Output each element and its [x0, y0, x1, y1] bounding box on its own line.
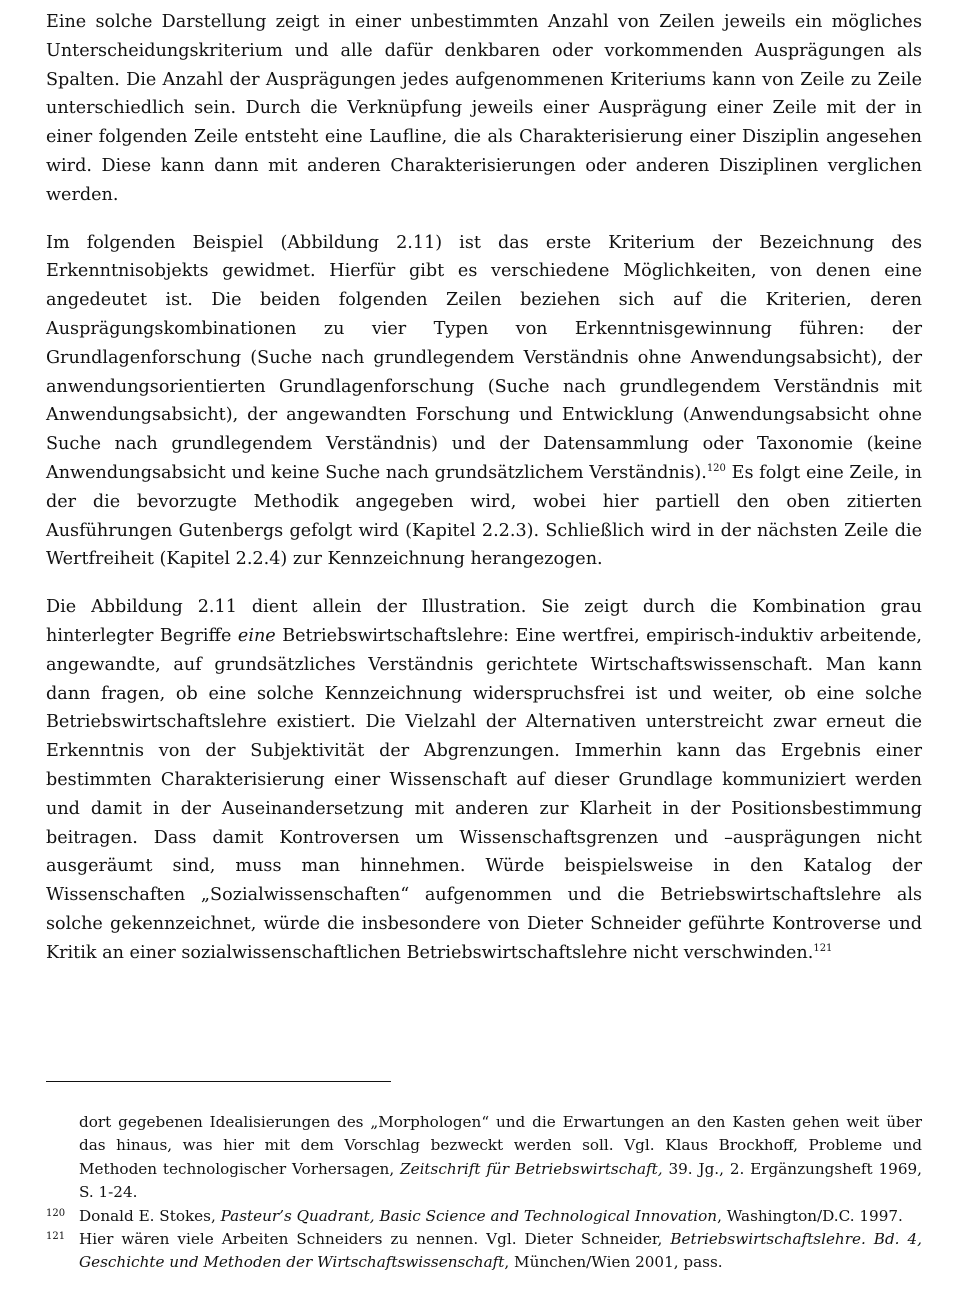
footnote-continuation-text-b: 39. Jg., 2. Ergänzungsheft 1969, S. 1-24. — [79, 1159, 922, 1202]
footnote-120-text-b: , Washington/D.C. 1997. — [717, 1206, 903, 1225]
paragraph-2 — [46, 229, 922, 575]
footnote-continuation-journal: Zeitschrift für Betriebswirtschaft, — [400, 1159, 663, 1178]
footnote-120 — [46, 1205, 922, 1228]
footnote-continuation — [46, 1111, 922, 1205]
footnote-ref-120[interactable]: 120 — [706, 463, 726, 475]
footnotes — [46, 1111, 922, 1275]
footnote-120-title: Pasteur’s Quadrant, Basic Science and Technological Innovation — [220, 1206, 718, 1225]
paragraph-3-text-b: Betriebswirtschaftslehre: Eine wertfrei, empirisch-induktiv arbeitende, angewandte, auf grundsätzliches Verständnis gerichtete Wirtschaftswissenschaft. Man kann dann fragen, ob eine solche Kennzeichnung widerspruchsfrei ist und weiter, ob eine solche Betriebswirtschaftslehre existiert. Die Vielzahl der Alternativen unterstreicht zwar erneut die Erkenntnis von der Subjektivität der Abgrenzungen. Immerhin kann das Ergebnis einer bestimmten Charakterisierung einer Wissenschaft auf dieser Grundlage kommuniziert werden und damit in der Auseinandersetzung mit anderen zur Klarheit in der Positionsbestimmung beitragen. Dass damit Kontroversen um Wissenschaftsgrenzen und –ausprägungen nicht ausgeräumt sind, muss man hinnehmen. Würde beispielsweise in den Katalog der Wissenschaften „Sozialwissenschaften“ aufgenommen und die Betriebswirtschaftslehre als solche gekennzeichnet, würde die insbesondere von Dieter Schneider geführte Kontroverse und Kritik an einer sozialwissenschaftlichen Betriebswirtschaftslehre nicht verschwinden. — [46, 625, 922, 963]
footnote-121-number: 121 — [46, 1231, 66, 1243]
paragraph-3 — [46, 593, 922, 967]
paragraph-1-text: Eine solche Darstellung zeigt in einer unbestimmten Anzahl von Zeilen jeweils ein mögliches Unterscheidungskriterium und alle dafür denkbaren oder vorkommenden Ausprägungen als Spalten. Die Anzahl der Ausprägungen jedes aufgenommenen Kriteriums kann von Zeile zu Zeile unterschiedlich sein. Durch die Verknüpfung jeweils einer Ausprägung einer Zeile mit der in einer folgenden Zeile entsteht eine Laufline, die als Charakterisierung einer Disziplin angesehen wird. Diese kann dann mit anderen Charakterisierungen oder anderen Disziplinen verglichen werden. — [46, 12, 922, 205]
footnote-121 — [46, 1228, 922, 1275]
footnote-separator — [46, 1081, 391, 1082]
footnote-121-text-b: , München/Wien 2001, pass. — [504, 1253, 723, 1272]
paragraph-1 — [46, 8, 922, 210]
footnote-120-number: 120 — [46, 1207, 66, 1219]
main-text — [46, 8, 922, 987]
paragraph-3-emphasis: eine — [237, 625, 276, 646]
footnote-continuation-text-a: dort gegebenen Idealisierungen des „Morphologen“ und die Erwartungen an den Kasten gehen weit über das hinaus, was hier mit dem Vorschlag bezweckt werden soll. Vgl. Klaus Brockhoff, Probleme und Methoden technologischer Vorhersagen, — [79, 1113, 922, 1178]
paragraph-3-text-a: Die Abbildung 2.11 dient allein der Illustration. Sie zeigt durch die Kombination grau hinterlegter Begriffe — [46, 597, 922, 646]
footnote-120-text-a: Donald E. Stokes, — [79, 1206, 221, 1225]
footnote-121-text-a: Hier wären viele Arbeiten Schneiders zu nennen. Vgl. Dieter Schneider, — [79, 1230, 671, 1249]
footnote-ref-121[interactable]: 121 — [813, 942, 833, 954]
paragraph-2-text-b: Es folgt eine Zeile, in der die bevorzugte Methodik angegeben wird, wobei hier partiell den oben zitierten Ausführungen Gutenbergs gefolgt wird (Kapitel 2.2.3). Schließlich wird in der nächsten Zeile die Wertfreiheit (Kapitel 2.2.4) zur Kennzeichnung herangezogen. — [46, 462, 922, 570]
paragraph-2-text-a: Im folgenden Beispiel (Abbildung 2.11) ist das erste Kriterium der Bezeichnung des Erkenntnisobjekts gewidmet. Hierfür gibt es verschiedene Möglichkeiten, von denen eine angedeutet ist. Die beiden folgenden Zeilen beziehen sich auf die Kriterien, deren Ausprägungskombinationen zu vier Typen von Erkenntnisgewinnung führen: der Grundlagenforschung (Suche nach grundlegendem Verständnis ohne Anwendungsabsicht), der anwendungsorientierten Grundlagenforschung (Suche nach grundlegendem Verständnis mit Anwendungsabsicht), der angewandten Forschung und Entwicklung (Anwendungsabsicht ohne Suche nach grundlegendem Verständnis) und der Datensammlung oder Taxonomie (keine Anwendungsabsicht und keine Suche nach grundsätzlichem Verständnis). — [46, 232, 922, 483]
footnote-121-title: Betriebswirtschaftslehre. Bd. 4, Geschichte und Methoden der Wirtschaftswissenschaft — [79, 1230, 922, 1272]
